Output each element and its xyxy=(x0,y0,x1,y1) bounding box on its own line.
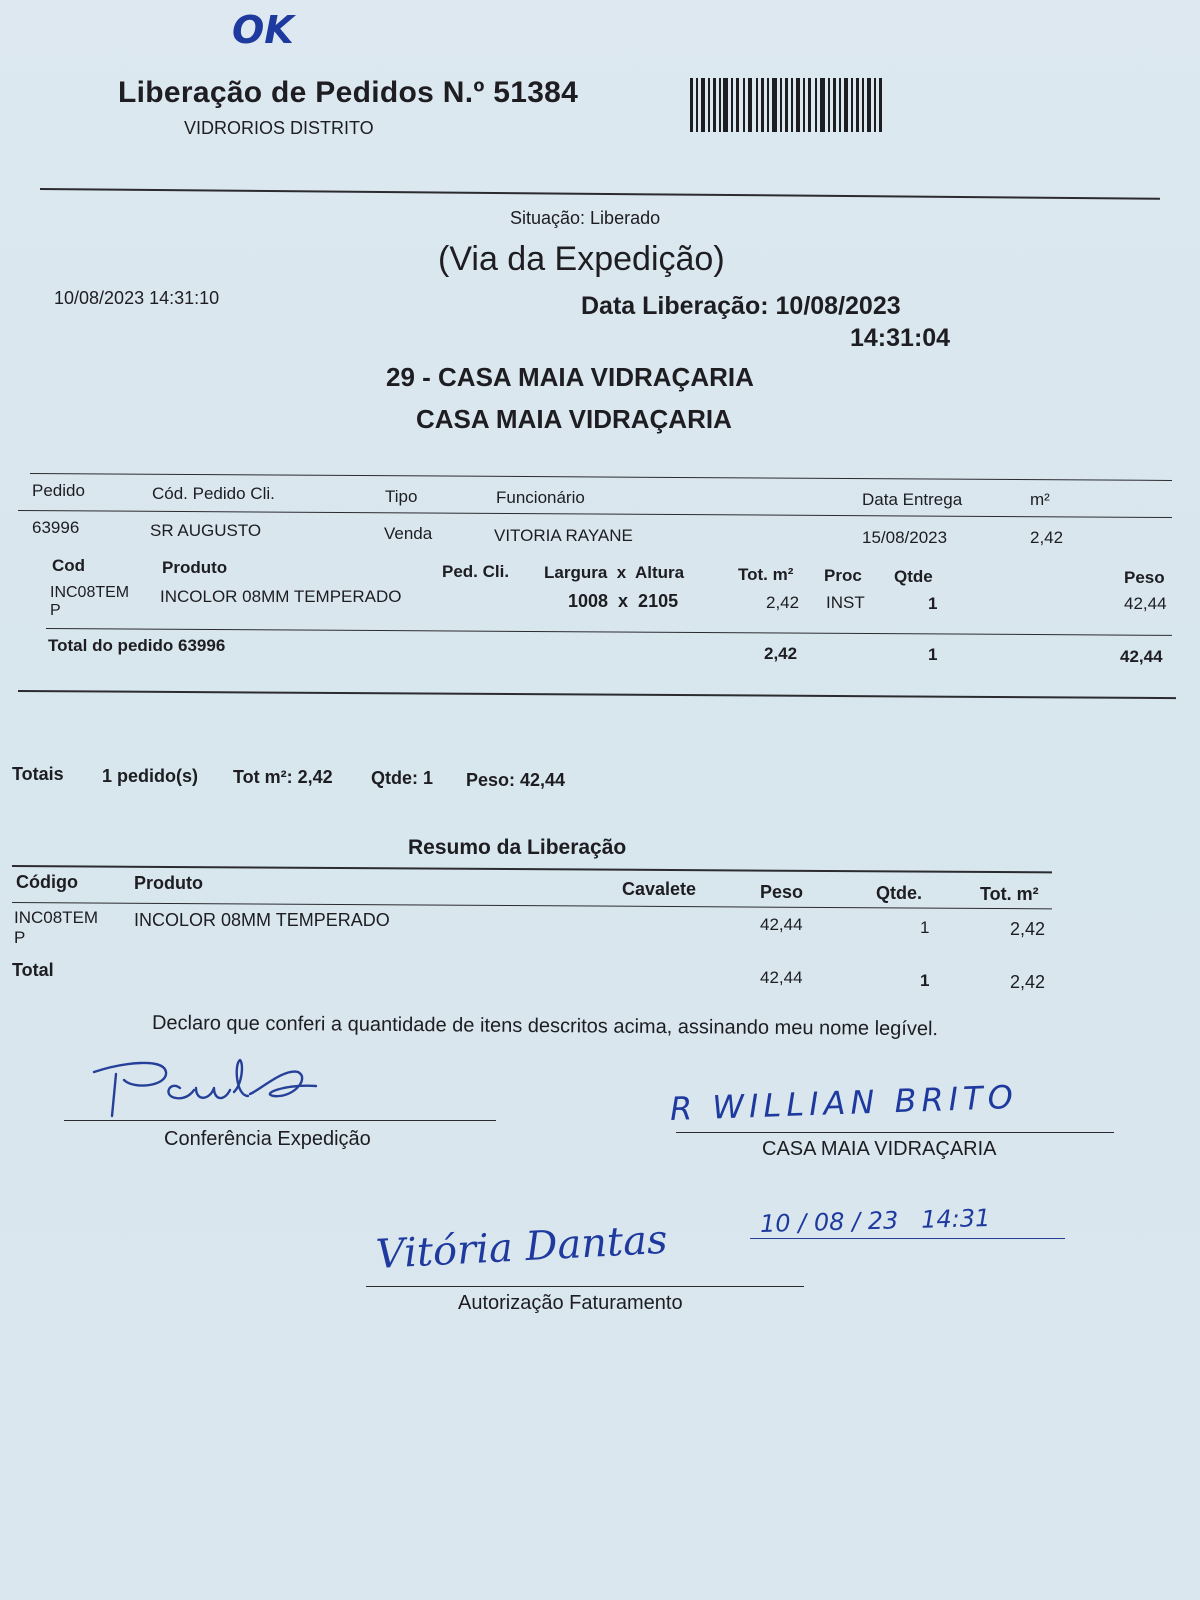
handwritten-date: 10 / 08 / 23 14:31 xyxy=(759,1203,991,1238)
summary-total-tot-m2: 2,42 xyxy=(1010,972,1046,992)
expedicao-signature xyxy=(84,1050,364,1120)
faturamento-handwritten-name: Vitória Dantas xyxy=(374,1216,669,1278)
expedicao-signature-line xyxy=(64,1120,496,1121)
col-data-entrega-header: Data Entrega xyxy=(862,490,963,509)
col-pedido-header: Pedido xyxy=(32,481,85,500)
status-text: Situação: Liberado xyxy=(510,208,661,228)
summary-peso: 42,44 xyxy=(760,915,803,934)
client-label: CASA MAIA VIDRAÇARIA xyxy=(762,1138,997,1160)
order-total-m2: 2,42 xyxy=(764,644,798,663)
item-cod-header: Cod xyxy=(52,556,86,575)
summary-codigo-line-1: INC08TEM xyxy=(14,908,99,927)
summary-tot-m2: 2,42 xyxy=(1010,919,1046,939)
client-signature-line xyxy=(676,1132,1114,1133)
summary-codigo-header: Código xyxy=(16,872,78,892)
release-time: 14:31:04 xyxy=(850,324,951,352)
company-name: VIDRORIOS DISTRITO xyxy=(184,118,374,138)
order-table-top-rule xyxy=(30,473,1172,481)
faturamento-signature-line xyxy=(366,1286,804,1287)
item-cod-line-2: P xyxy=(50,602,61,619)
item-dims-header: Largura x Altura xyxy=(544,563,685,582)
order-funcionario: VITORIA RAYANE xyxy=(494,526,633,545)
item-ped-cli-header: Ped. Cli. xyxy=(442,562,510,581)
client-handwritten-name: R WILLIAN BRITO xyxy=(669,1077,1019,1128)
totals-m2: Tot m²: 2,42 xyxy=(233,767,333,787)
order-cod-cli: SR AUGUSTO xyxy=(150,521,262,540)
item-qtde: 1 xyxy=(928,594,938,613)
summary-produto-header: Produto xyxy=(134,873,203,893)
col-cod-cli-header: Cód. Pedido Cli. xyxy=(152,484,275,503)
item-produto-header: Produto xyxy=(162,558,228,577)
summary-peso-header: Peso xyxy=(760,882,804,902)
print-datetime: 10/08/2023 14:31:10 xyxy=(54,288,220,308)
col-m2-header: m² xyxy=(1030,490,1050,509)
item-tot-m2-header: Tot. m² xyxy=(738,565,794,584)
declaration-text: Declaro que conferi a quantidade de itens descritos acima, assinando meu nome legível. xyxy=(151,1012,939,1041)
summary-tot-m2-header: Tot. m² xyxy=(980,884,1039,904)
header-divider xyxy=(40,188,1160,200)
release-date: Data Liberação: 10/08/2023 xyxy=(581,292,901,320)
copy-label: (Via da Expedição) xyxy=(438,240,725,278)
order-data-entrega: 15/08/2023 xyxy=(862,528,948,547)
handwritten-date-underline xyxy=(750,1238,1065,1239)
client-line-1: 29 - CASA MAIA VIDRAÇARIA xyxy=(386,362,754,392)
order-total-qtde: 1 xyxy=(928,645,938,664)
col-tipo-header: Tipo xyxy=(385,487,418,506)
order-table-header-rule xyxy=(18,510,1172,518)
summary-qtde: 1 xyxy=(920,918,930,937)
item-qtde-header: Qtde xyxy=(894,567,933,586)
handwritten-ok-mark: OK xyxy=(232,8,294,52)
order-total-label: Total do pedido 63996 xyxy=(48,636,226,655)
totals-peso: Peso: 42,44 xyxy=(466,770,566,790)
item-dims: 1008 x 2105 xyxy=(568,591,679,611)
order-table-bottom-rule xyxy=(18,690,1176,699)
item-proc: INST xyxy=(826,593,865,612)
item-cod-line-1: INC08TEM xyxy=(50,584,130,601)
totals-qtde: Qtde: 1 xyxy=(371,768,434,788)
order-total-peso: 42,44 xyxy=(1120,647,1163,666)
item-tot-m2: 2,42 xyxy=(766,593,800,612)
totals-pedidos: 1 pedido(s) xyxy=(102,766,199,786)
item-proc-header: Proc xyxy=(824,566,862,585)
item-peso: 42,44 xyxy=(1124,594,1167,613)
summary-produto: INCOLOR 08MM TEMPERADO xyxy=(134,910,390,930)
barcode xyxy=(690,78,882,132)
col-funcionario-header: Funcionário xyxy=(496,488,585,507)
item-peso-header: Peso xyxy=(1124,568,1165,587)
order-total-rule xyxy=(46,628,1172,636)
order-m2: 2,42 xyxy=(1030,528,1064,547)
summary-total-qtde: 1 xyxy=(920,971,930,990)
item-produto: INCOLOR 08MM TEMPERADO xyxy=(160,587,402,606)
summary-cavalete-header: Cavalete xyxy=(622,879,697,899)
order-pedido: 63996 xyxy=(32,518,80,537)
expedicao-label: Conferência Expedição xyxy=(164,1128,371,1150)
summary-codigo-line-2: P xyxy=(14,928,26,947)
summary-qtde-header: Qtde. xyxy=(876,883,923,903)
faturamento-label: Autorização Faturamento xyxy=(458,1292,683,1314)
totals-label: Totais xyxy=(12,764,64,784)
summary-total-label: Total xyxy=(12,960,54,980)
summary-title: Resumo da Liberação xyxy=(408,836,627,859)
document-title: Liberação de Pedidos N.º 51384 xyxy=(118,76,579,109)
summary-total-peso: 42,44 xyxy=(760,968,803,987)
client-line-2: CASA MAIA VIDRAÇARIA xyxy=(416,404,732,434)
order-tipo: Venda xyxy=(384,524,433,543)
